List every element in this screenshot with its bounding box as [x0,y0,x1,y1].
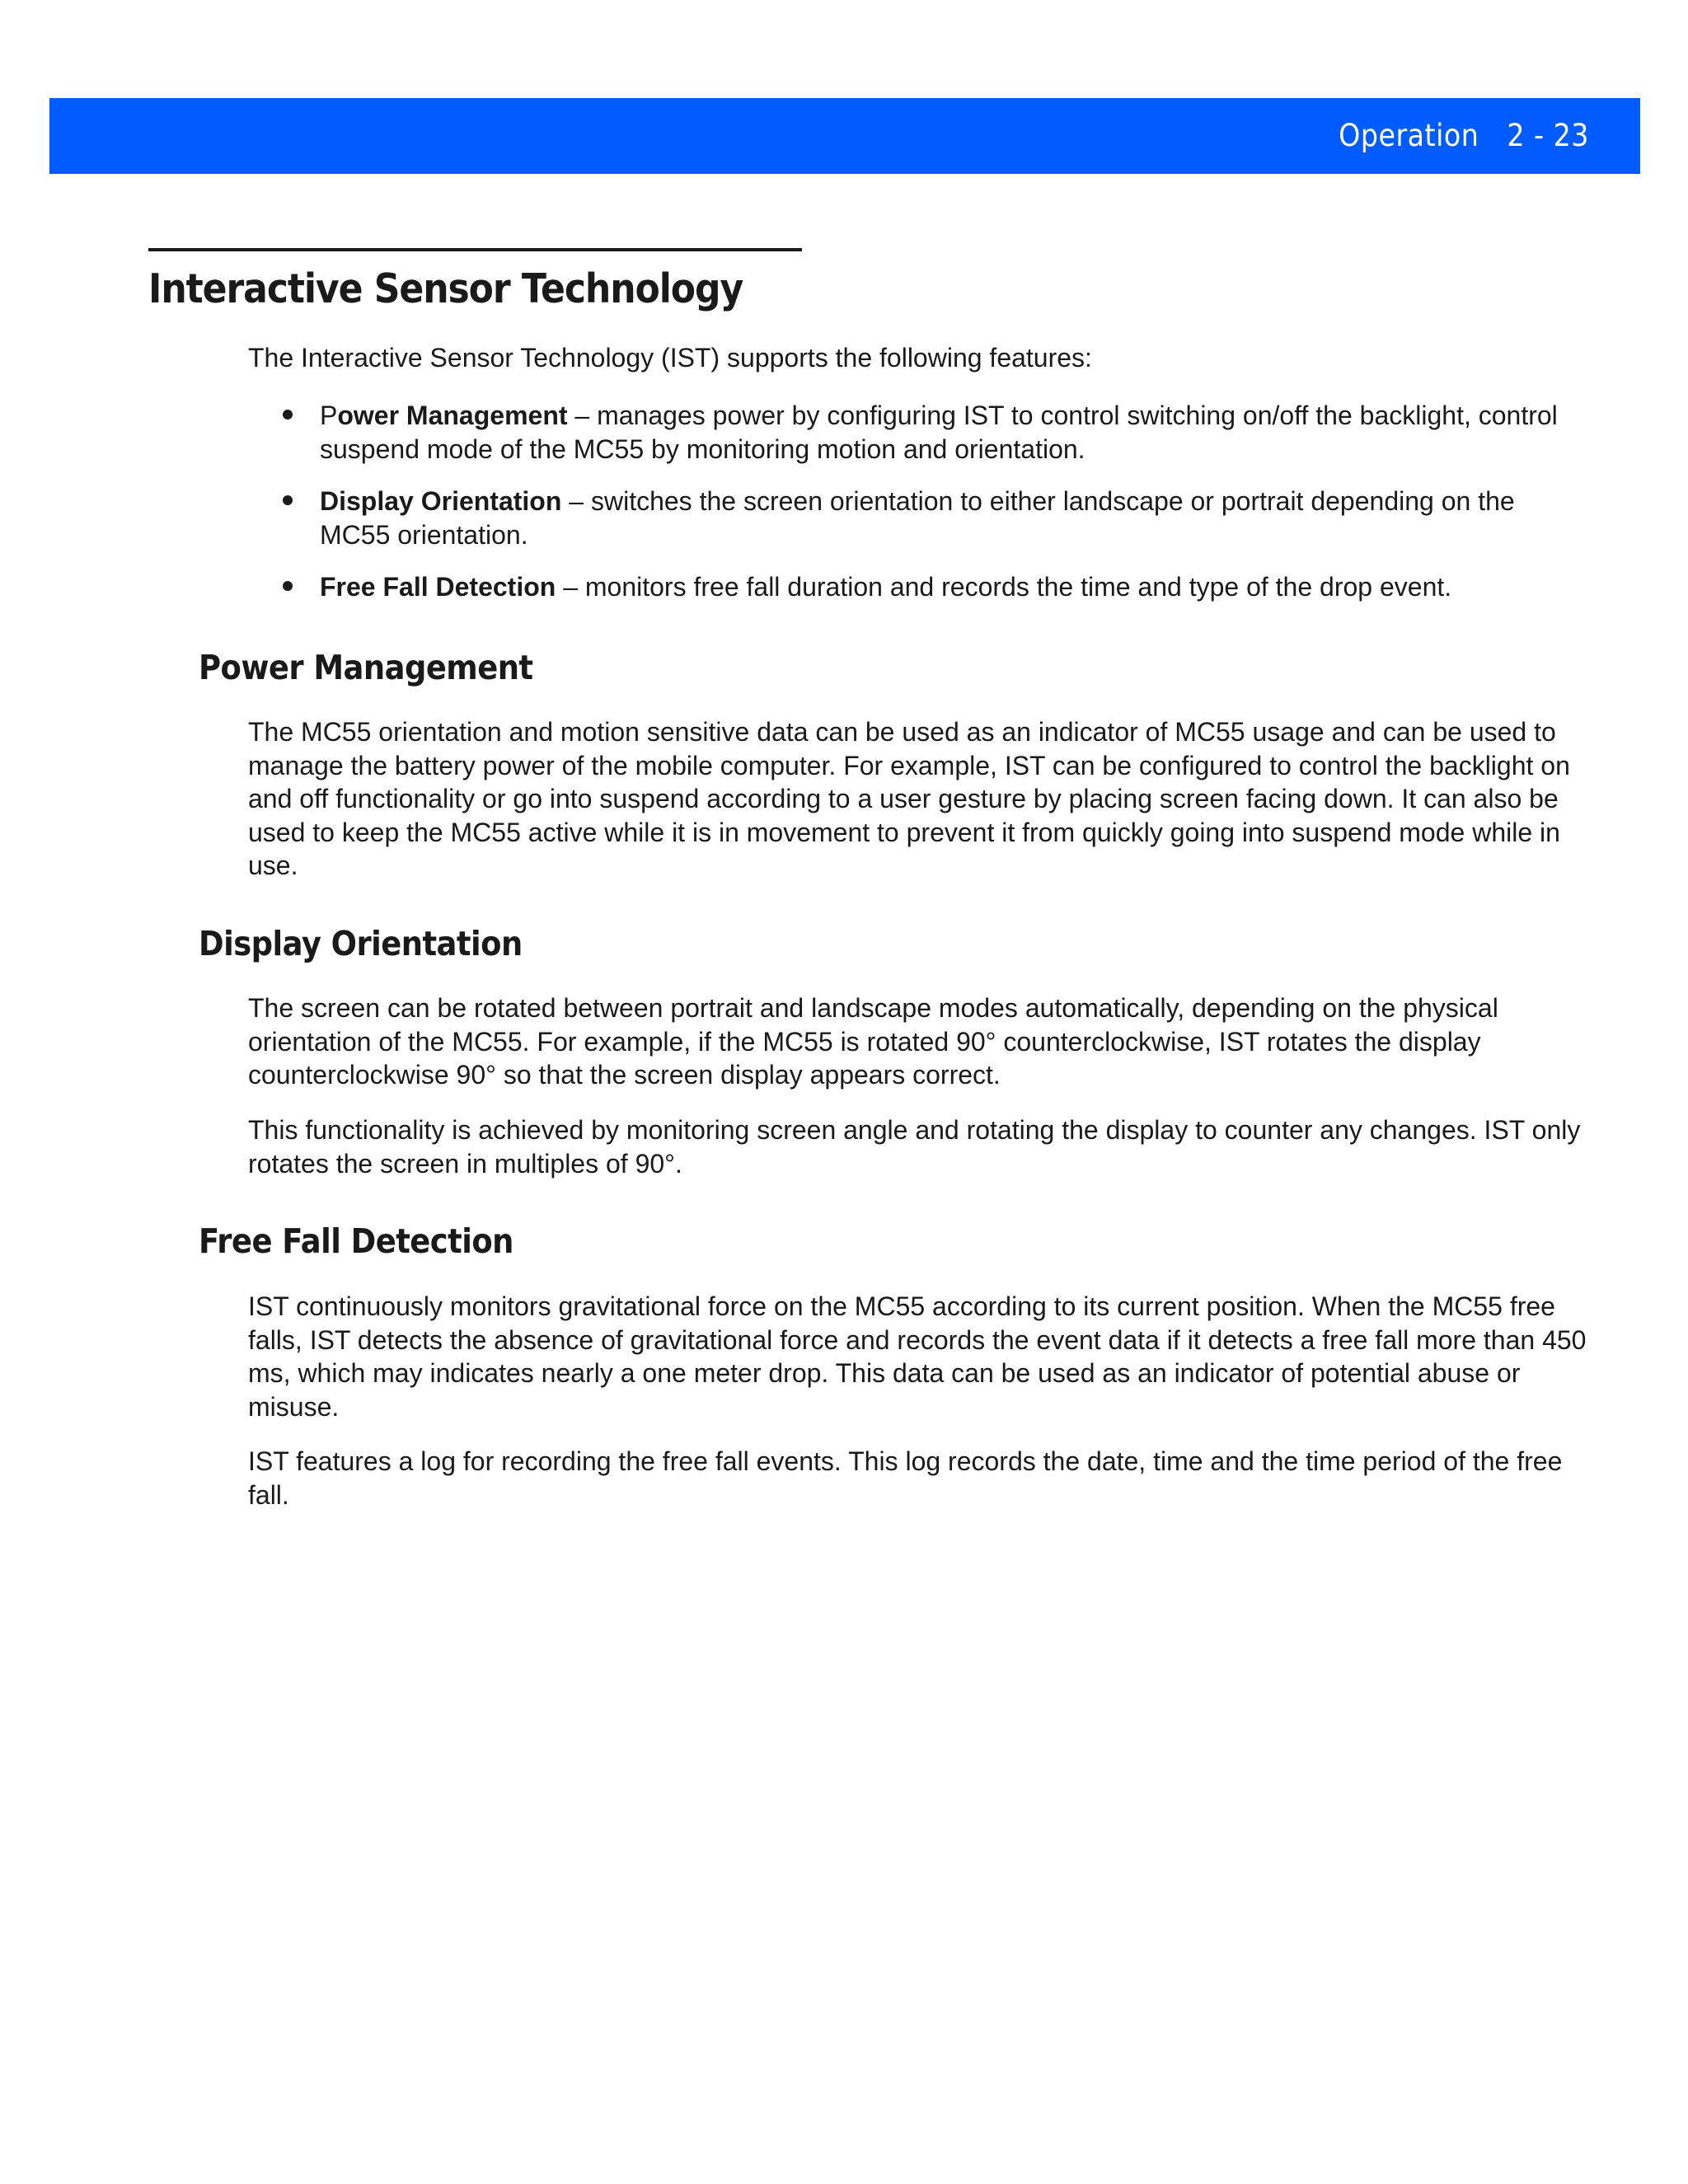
page-number: 2 - 23 [1507,118,1589,153]
section-name: Operation [1339,118,1479,153]
bullet-icon [283,495,293,505]
title-rule [148,248,802,251]
bullet-icon [283,581,293,591]
feature-description: – manages power by configuring IST to control switching on/off the backlight, control suspend mode of the MC55 by monitoring motion and orientation. [320,401,1558,464]
section-heading-free-fall-detection: Free Fall Detection [199,1221,513,1261]
feature-list-item [320,485,1589,551]
display-orientation-paragraph: The screen can be rotated between portrait and landscape modes automatically, depending on the physical orientation of the MC55. For example, if the MC55 is rotated 90° counterclockwise, IST rotates the display counterclockwise 90° so that the screen display appears correct. [248,993,1498,1090]
feature-name: ower Management [337,401,568,430]
intro-paragraph: The Interactive Sensor Technology (IST) supports the following features: [248,343,1092,373]
page-header-bar [49,98,1640,174]
power-management-paragraph: The MC55 orientation and motion sensitive data can be used as an indicator of MC55 usage and can be used to manage the battery power of the mobile computer. For example, IST can be configured to control the backlight on and off functionality or go into suspend according to a user gesture by placing screen facing down. It can also be used to keep the MC55 active while it is in movement to prevent it from quickly going into suspend mode while in use. [248,717,1570,880]
feature-name: Display Orientation [320,486,562,516]
page-title: Interactive Sensor Technology [148,265,743,312]
section-heading-display-orientation: Display Orientation [199,924,523,963]
feature-list-item [320,399,1589,466]
feature-name: Free Fall Detection [320,572,556,602]
bullet-icon [283,410,293,419]
section-heading-power-management: Power Management [199,648,533,687]
display-orientation-paragraph: This functionality is achieved by monitoring screen angle and rotating the display to counter any changes. IST only rotates the screen in multiples of 90°. [248,1115,1581,1179]
feature-description: – switches the screen orientation to either landscape or portrait depending on the MC55 orientation. [320,486,1515,550]
running-header [1339,116,1589,156]
free-fall-detection-paragraph: IST continuously monitors gravitational force on the MC55 according to its current position. When the MC55 free falls, IST detects the absence of gravitational force and records the event data if it detects a free fall more than 450 ms, which may indicates nearly a one meter drop. This data can be used as an indicator of potential abuse or misuse. [248,1291,1587,1422]
feature-description: – monitors free fall duration and records the time and type of the drop event. [556,572,1452,602]
feature-lead-letter: P [320,401,338,430]
feature-list-item [320,570,1589,604]
free-fall-detection-paragraph: IST features a log for recording the free fall events. This log records the date, time and the time period of the free fall. [248,1446,1563,1510]
